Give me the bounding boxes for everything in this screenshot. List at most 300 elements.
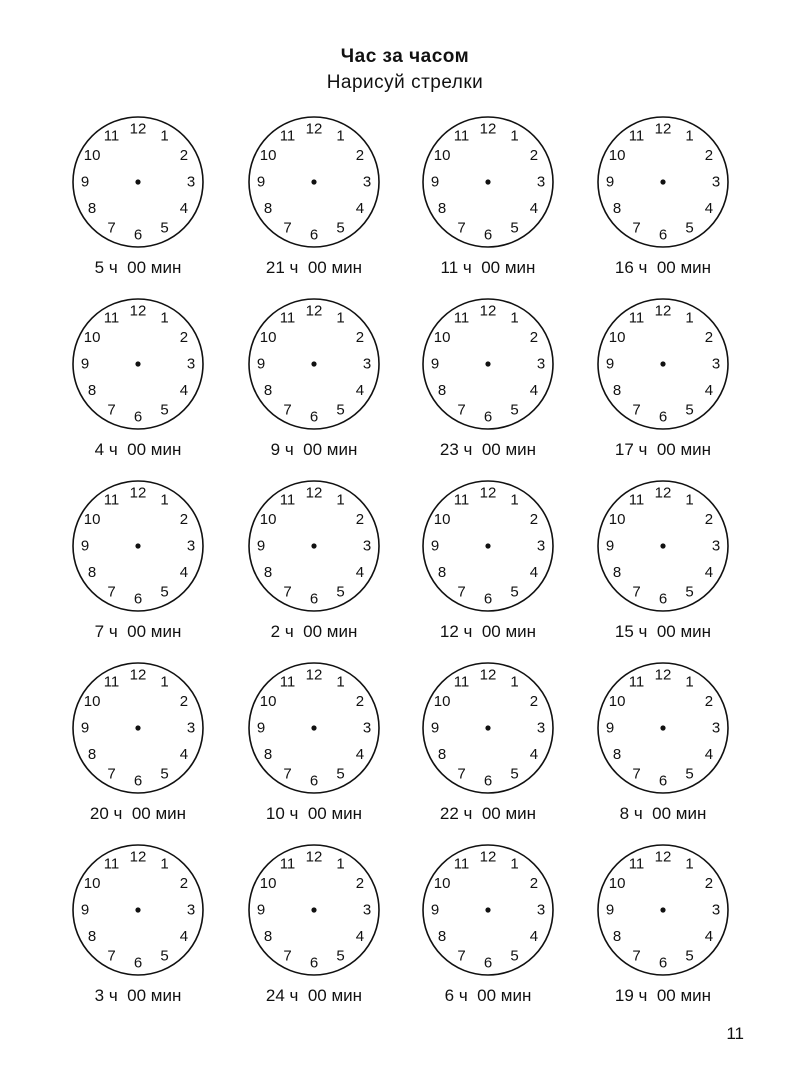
clock-face[interactable] <box>226 110 402 255</box>
clock-number: 1 <box>336 127 345 145</box>
clock-item[interactable] <box>575 292 751 474</box>
clock-number: 9 <box>605 901 615 919</box>
clock-center-dot <box>485 543 490 548</box>
clock-number: 3 <box>186 355 196 373</box>
clock-time-label: 2 ч 00 мин <box>270 622 358 641</box>
clock-number: 1 <box>685 491 694 509</box>
clock-face[interactable] <box>575 474 751 619</box>
clock-number: 1 <box>336 309 345 327</box>
clock-number: 4 <box>355 200 365 217</box>
clock-face[interactable] <box>226 292 402 437</box>
clock-number: 2 <box>529 693 539 710</box>
clock-number: 4 <box>179 928 189 945</box>
clock-item[interactable] <box>400 292 576 474</box>
clock-number: 6 <box>133 772 143 790</box>
clock-number: 4 <box>179 746 189 763</box>
clock-number: 5 <box>336 765 345 783</box>
clock-number: 5 <box>685 765 694 783</box>
clock-number: 9 <box>430 537 440 555</box>
clock-number: 4 <box>355 382 365 399</box>
clock-number: 8 <box>263 564 273 581</box>
clock-number: 2 <box>529 329 539 346</box>
clock-item[interactable] <box>50 656 226 838</box>
clock-number: 3 <box>186 537 196 555</box>
clock-item[interactable] <box>50 110 226 292</box>
clock-number: 12 <box>654 484 672 502</box>
clock-number: 2 <box>529 511 539 528</box>
clock-face[interactable] <box>575 656 751 801</box>
clock-number: 2 <box>529 147 539 164</box>
clock-number: 12 <box>479 848 497 866</box>
clock-number: 5 <box>510 765 519 783</box>
clock-number: 10 <box>433 511 451 528</box>
clock-center-dot <box>311 725 316 730</box>
clock-number: 5 <box>510 583 519 601</box>
clock-number: 3 <box>536 355 546 373</box>
clock-item[interactable] <box>575 110 751 292</box>
clock-item[interactable] <box>575 656 751 838</box>
clock-face[interactable] <box>400 838 576 983</box>
clock-number: 11 <box>628 855 645 873</box>
clock-number: 9 <box>256 355 266 373</box>
clock-item[interactable] <box>226 838 402 1020</box>
clock-face[interactable] <box>50 110 226 255</box>
clock-number: 10 <box>608 147 626 164</box>
clock-number: 8 <box>612 928 622 945</box>
clock-number: 10 <box>83 147 101 164</box>
clock-face[interactable] <box>400 656 576 801</box>
clock-face[interactable] <box>400 292 576 437</box>
clock-time-label: 6 ч 00 мин <box>444 986 532 1005</box>
clock-number: 11 <box>279 491 296 509</box>
clock-number: 11 <box>453 127 470 145</box>
clock-number: 10 <box>259 329 277 346</box>
clock-number: 3 <box>362 901 372 919</box>
clock-number: 1 <box>685 309 694 327</box>
clock-face[interactable] <box>400 110 576 255</box>
clock-number: 8 <box>87 928 97 945</box>
clock-number: 2 <box>179 693 189 710</box>
clock-number: 3 <box>711 901 721 919</box>
clock-time-label: 10 ч 00 мин <box>265 804 363 823</box>
clock-number: 5 <box>160 947 169 965</box>
clock-number: 9 <box>80 537 90 555</box>
clock-number: 4 <box>355 928 365 945</box>
clock-number: 3 <box>711 537 721 555</box>
clock-number: 10 <box>433 875 451 892</box>
clock-number: 9 <box>430 355 440 373</box>
clock-number: 12 <box>479 666 497 684</box>
clock-time-label: 3 ч 00 мин <box>94 986 182 1005</box>
clock-number: 1 <box>510 855 519 873</box>
clock-face[interactable] <box>400 474 576 619</box>
clock-number: 9 <box>80 355 90 373</box>
clock-number: 2 <box>355 511 365 528</box>
clock-number: 6 <box>658 954 668 972</box>
clock-time-label: 21 ч 00 мин <box>265 258 363 277</box>
clock-number: 11 <box>453 855 470 873</box>
clock-center-dot <box>485 907 490 912</box>
clock-number: 12 <box>129 302 147 320</box>
clock-number: 7 <box>107 765 116 783</box>
clock-number: 12 <box>479 120 497 138</box>
clock-number: 5 <box>685 219 694 237</box>
clock-item[interactable] <box>575 474 751 656</box>
clock-number: 11 <box>103 855 120 873</box>
clock-number: 8 <box>87 746 97 763</box>
clock-number: 6 <box>483 772 493 790</box>
clock-number: 8 <box>263 746 273 763</box>
clock-face[interactable] <box>50 838 226 983</box>
clock-number: 1 <box>510 309 519 327</box>
clock-time-label: 19 ч 00 мин <box>614 986 712 1005</box>
clock-number: 8 <box>437 382 447 399</box>
clock-number: 5 <box>160 219 169 237</box>
clock-grid <box>50 110 760 1030</box>
clock-face[interactable] <box>50 474 226 619</box>
clock-number: 1 <box>160 855 169 873</box>
clock-number: 4 <box>704 564 714 581</box>
clock-number: 2 <box>704 693 714 710</box>
clock-number: 5 <box>336 583 345 601</box>
clock-number: 10 <box>433 693 451 710</box>
clock-number: 9 <box>430 719 440 737</box>
clock-center-dot <box>660 725 665 730</box>
clock-number: 1 <box>160 673 169 691</box>
worksheet-subtitle: Нарисуй стрелки <box>326 72 484 93</box>
clock-number: 1 <box>160 309 169 327</box>
clock-number: 7 <box>107 583 116 601</box>
clock-number: 12 <box>129 120 147 138</box>
clock-number: 4 <box>704 928 714 945</box>
clock-number: 3 <box>362 355 372 373</box>
clock-number: 12 <box>305 848 323 866</box>
clock-face[interactable] <box>50 656 226 801</box>
clock-number: 7 <box>283 401 292 419</box>
clock-time-label: 17 ч 00 мин <box>614 440 712 459</box>
clock-face[interactable] <box>575 838 751 983</box>
clock-face[interactable] <box>226 656 402 801</box>
clock-number: 3 <box>362 173 372 191</box>
clock-number: 4 <box>529 928 539 945</box>
clock-number: 3 <box>186 719 196 737</box>
clock-number: 9 <box>430 901 440 919</box>
clock-number: 3 <box>711 173 721 191</box>
clock-number: 5 <box>510 219 519 237</box>
clock-number: 6 <box>133 408 143 426</box>
clock-number: 6 <box>309 772 319 790</box>
clock-number: 12 <box>479 302 497 320</box>
clock-center-dot <box>135 725 140 730</box>
clock-number: 12 <box>654 120 672 138</box>
clock-number: 8 <box>612 564 622 581</box>
clock-number: 6 <box>658 772 668 790</box>
clock-number: 4 <box>529 382 539 399</box>
clock-time-label: 8 ч 00 мин <box>619 804 707 823</box>
clock-number: 7 <box>283 583 292 601</box>
clock-number: 12 <box>305 484 323 502</box>
clock-number: 11 <box>279 309 296 327</box>
clock-center-dot <box>485 361 490 366</box>
clock-time-label: 9 ч 00 мин <box>270 440 358 459</box>
clock-time-label: 16 ч 00 мин <box>614 258 712 277</box>
clock-number: 4 <box>179 200 189 217</box>
clock-time-label: 20 ч 00 мин <box>89 804 187 823</box>
clock-number: 8 <box>263 382 273 399</box>
clock-number: 9 <box>430 173 440 191</box>
clock-number: 2 <box>179 875 189 892</box>
clock-number: 7 <box>283 219 292 237</box>
clock-center-dot <box>660 543 665 548</box>
clock-number: 3 <box>536 719 546 737</box>
clock-number: 11 <box>103 491 120 509</box>
clock-face[interactable] <box>575 110 751 255</box>
clock-number: 1 <box>510 127 519 145</box>
clock-number: 12 <box>654 666 672 684</box>
clock-number: 4 <box>704 382 714 399</box>
clock-number: 6 <box>309 226 319 244</box>
clock-center-dot <box>660 907 665 912</box>
clock-number: 3 <box>711 719 721 737</box>
clock-item[interactable] <box>226 656 402 838</box>
clock-number: 10 <box>259 147 277 164</box>
clock-number: 7 <box>457 219 466 237</box>
clock-number: 12 <box>305 666 323 684</box>
clock-number: 11 <box>453 309 470 327</box>
clock-number: 2 <box>355 875 365 892</box>
clock-time-label: 12 ч 00 мин <box>439 622 537 641</box>
clock-number: 1 <box>685 673 694 691</box>
clock-number: 10 <box>608 511 626 528</box>
clock-number: 2 <box>355 147 365 164</box>
clock-number: 7 <box>107 219 116 237</box>
clock-number: 10 <box>83 693 101 710</box>
clock-center-dot <box>311 179 316 184</box>
clock-center-dot <box>485 179 490 184</box>
clock-center-dot <box>135 361 140 366</box>
clock-number: 8 <box>263 928 273 945</box>
clock-number: 10 <box>608 329 626 346</box>
clock-number: 6 <box>483 590 493 608</box>
clock-item[interactable] <box>226 110 402 292</box>
clock-number: 6 <box>658 408 668 426</box>
clock-item[interactable] <box>50 474 226 656</box>
clock-number: 2 <box>355 329 365 346</box>
clock-number: 6 <box>309 954 319 972</box>
clock-number: 7 <box>632 219 641 237</box>
clock-number: 2 <box>529 875 539 892</box>
clock-number: 2 <box>179 329 189 346</box>
clock-number: 4 <box>704 746 714 763</box>
clock-face[interactable] <box>50 292 226 437</box>
clock-number: 6 <box>658 590 668 608</box>
clock-number: 11 <box>628 127 645 145</box>
clock-center-dot <box>660 361 665 366</box>
clock-number: 6 <box>133 954 143 972</box>
clock-number: 7 <box>107 401 116 419</box>
clock-number: 2 <box>179 511 189 528</box>
clock-number: 4 <box>529 746 539 763</box>
clock-number: 11 <box>103 673 120 691</box>
clock-number: 7 <box>283 765 292 783</box>
page-number: 11 <box>726 1024 744 1043</box>
clock-number: 9 <box>256 537 266 555</box>
clock-number: 4 <box>529 564 539 581</box>
clock-number: 1 <box>160 491 169 509</box>
clock-number: 1 <box>510 673 519 691</box>
clock-number: 5 <box>685 401 694 419</box>
clock-number: 1 <box>685 855 694 873</box>
clock-number: 11 <box>628 309 645 327</box>
clock-number: 5 <box>510 401 519 419</box>
clock-number: 6 <box>309 590 319 608</box>
clock-time-label: 11 ч 00 мин <box>440 258 536 277</box>
clock-item[interactable] <box>226 292 402 474</box>
clock-number: 1 <box>160 127 169 145</box>
clock-time-label: 15 ч 00 мин <box>614 622 712 641</box>
clock-center-dot <box>135 907 140 912</box>
clock-face[interactable] <box>575 292 751 437</box>
clock-number: 8 <box>612 382 622 399</box>
clock-number: 9 <box>605 355 615 373</box>
clock-item[interactable] <box>226 474 402 656</box>
clock-number: 11 <box>279 673 296 691</box>
clock-number: 12 <box>305 120 323 138</box>
clock-number: 6 <box>309 408 319 426</box>
clock-number: 3 <box>362 537 372 555</box>
clock-number: 3 <box>186 173 196 191</box>
clock-item[interactable] <box>575 838 751 1020</box>
clock-number: 10 <box>83 511 101 528</box>
clock-center-dot <box>135 179 140 184</box>
clock-number: 10 <box>433 329 451 346</box>
clock-number: 6 <box>483 226 493 244</box>
clock-number: 4 <box>179 382 189 399</box>
clock-number: 9 <box>605 173 615 191</box>
clock-number: 11 <box>279 855 296 873</box>
clock-center-dot <box>485 725 490 730</box>
clock-number: 11 <box>453 673 470 691</box>
worksheet-title: Час за часом <box>340 46 470 67</box>
clock-time-label: 24 ч 00 мин <box>265 986 363 1005</box>
clock-number: 10 <box>608 875 626 892</box>
clock-number: 6 <box>133 590 143 608</box>
clock-number: 8 <box>87 382 97 399</box>
clock-number: 11 <box>279 127 296 145</box>
clock-number: 2 <box>355 693 365 710</box>
clock-number: 5 <box>685 947 694 965</box>
clock-number: 12 <box>305 302 323 320</box>
clock-number: 12 <box>129 484 147 502</box>
clock-number: 2 <box>704 329 714 346</box>
clock-number: 12 <box>129 848 147 866</box>
clock-number: 7 <box>457 947 466 965</box>
clock-item[interactable] <box>400 110 576 292</box>
clock-number: 10 <box>608 693 626 710</box>
clock-number: 10 <box>83 329 101 346</box>
clock-number: 2 <box>704 875 714 892</box>
clock-number: 9 <box>605 537 615 555</box>
clock-center-dot <box>311 543 316 548</box>
clock-center-dot <box>311 907 316 912</box>
clock-item[interactable] <box>400 838 576 1020</box>
clock-number: 1 <box>336 855 345 873</box>
clock-number: 5 <box>160 401 169 419</box>
clock-number: 8 <box>263 200 273 217</box>
clock-number: 9 <box>80 901 90 919</box>
clock-number: 2 <box>179 147 189 164</box>
clock-number: 8 <box>437 746 447 763</box>
clock-number: 8 <box>612 746 622 763</box>
clock-number: 5 <box>685 583 694 601</box>
clock-center-dot <box>311 361 316 366</box>
clock-number: 7 <box>632 583 641 601</box>
clock-number: 8 <box>437 928 447 945</box>
clock-number: 7 <box>457 583 466 601</box>
clock-number: 3 <box>536 537 546 555</box>
clock-number: 12 <box>654 848 672 866</box>
clock-number: 3 <box>536 901 546 919</box>
clock-number: 7 <box>457 401 466 419</box>
clock-number: 11 <box>628 491 645 509</box>
clock-number: 5 <box>336 947 345 965</box>
clock-number: 10 <box>259 875 277 892</box>
clock-number: 11 <box>628 673 645 691</box>
clock-item[interactable] <box>400 656 576 838</box>
clock-time-label: 4 ч 00 мин <box>94 440 182 459</box>
clock-number: 8 <box>612 200 622 217</box>
clock-number: 3 <box>711 355 721 373</box>
clock-item[interactable] <box>50 292 226 474</box>
clock-time-label: 7 ч 00 мин <box>94 622 182 641</box>
clock-number: 2 <box>704 147 714 164</box>
clock-time-label: 5 ч 00 мин <box>94 258 182 277</box>
clock-number: 12 <box>654 302 672 320</box>
clock-number: 12 <box>479 484 497 502</box>
clock-number: 5 <box>160 583 169 601</box>
clock-center-dot <box>660 179 665 184</box>
clock-number: 7 <box>107 947 116 965</box>
clock-number: 7 <box>283 947 292 965</box>
clock-center-dot <box>135 543 140 548</box>
clock-number: 9 <box>605 719 615 737</box>
clock-number: 8 <box>437 200 447 217</box>
clock-number: 9 <box>256 901 266 919</box>
clock-face[interactable] <box>226 474 402 619</box>
clock-number: 6 <box>658 226 668 244</box>
clock-face[interactable] <box>226 838 402 983</box>
clock-number: 10 <box>259 511 277 528</box>
clock-number: 10 <box>433 147 451 164</box>
clock-number: 6 <box>483 954 493 972</box>
clock-number: 5 <box>510 947 519 965</box>
clock-item[interactable] <box>400 474 576 656</box>
clock-number: 2 <box>704 511 714 528</box>
clock-number: 5 <box>336 401 345 419</box>
clock-number: 1 <box>336 673 345 691</box>
clock-number: 7 <box>457 765 466 783</box>
clock-number: 4 <box>704 200 714 217</box>
clock-number: 9 <box>256 719 266 737</box>
clock-item[interactable] <box>50 838 226 1020</box>
clock-number: 1 <box>685 127 694 145</box>
clock-number: 4 <box>355 746 365 763</box>
clock-number: 10 <box>83 875 101 892</box>
clock-number: 10 <box>259 693 277 710</box>
clock-number: 7 <box>632 947 641 965</box>
clock-number: 9 <box>256 173 266 191</box>
clock-number: 9 <box>80 173 90 191</box>
